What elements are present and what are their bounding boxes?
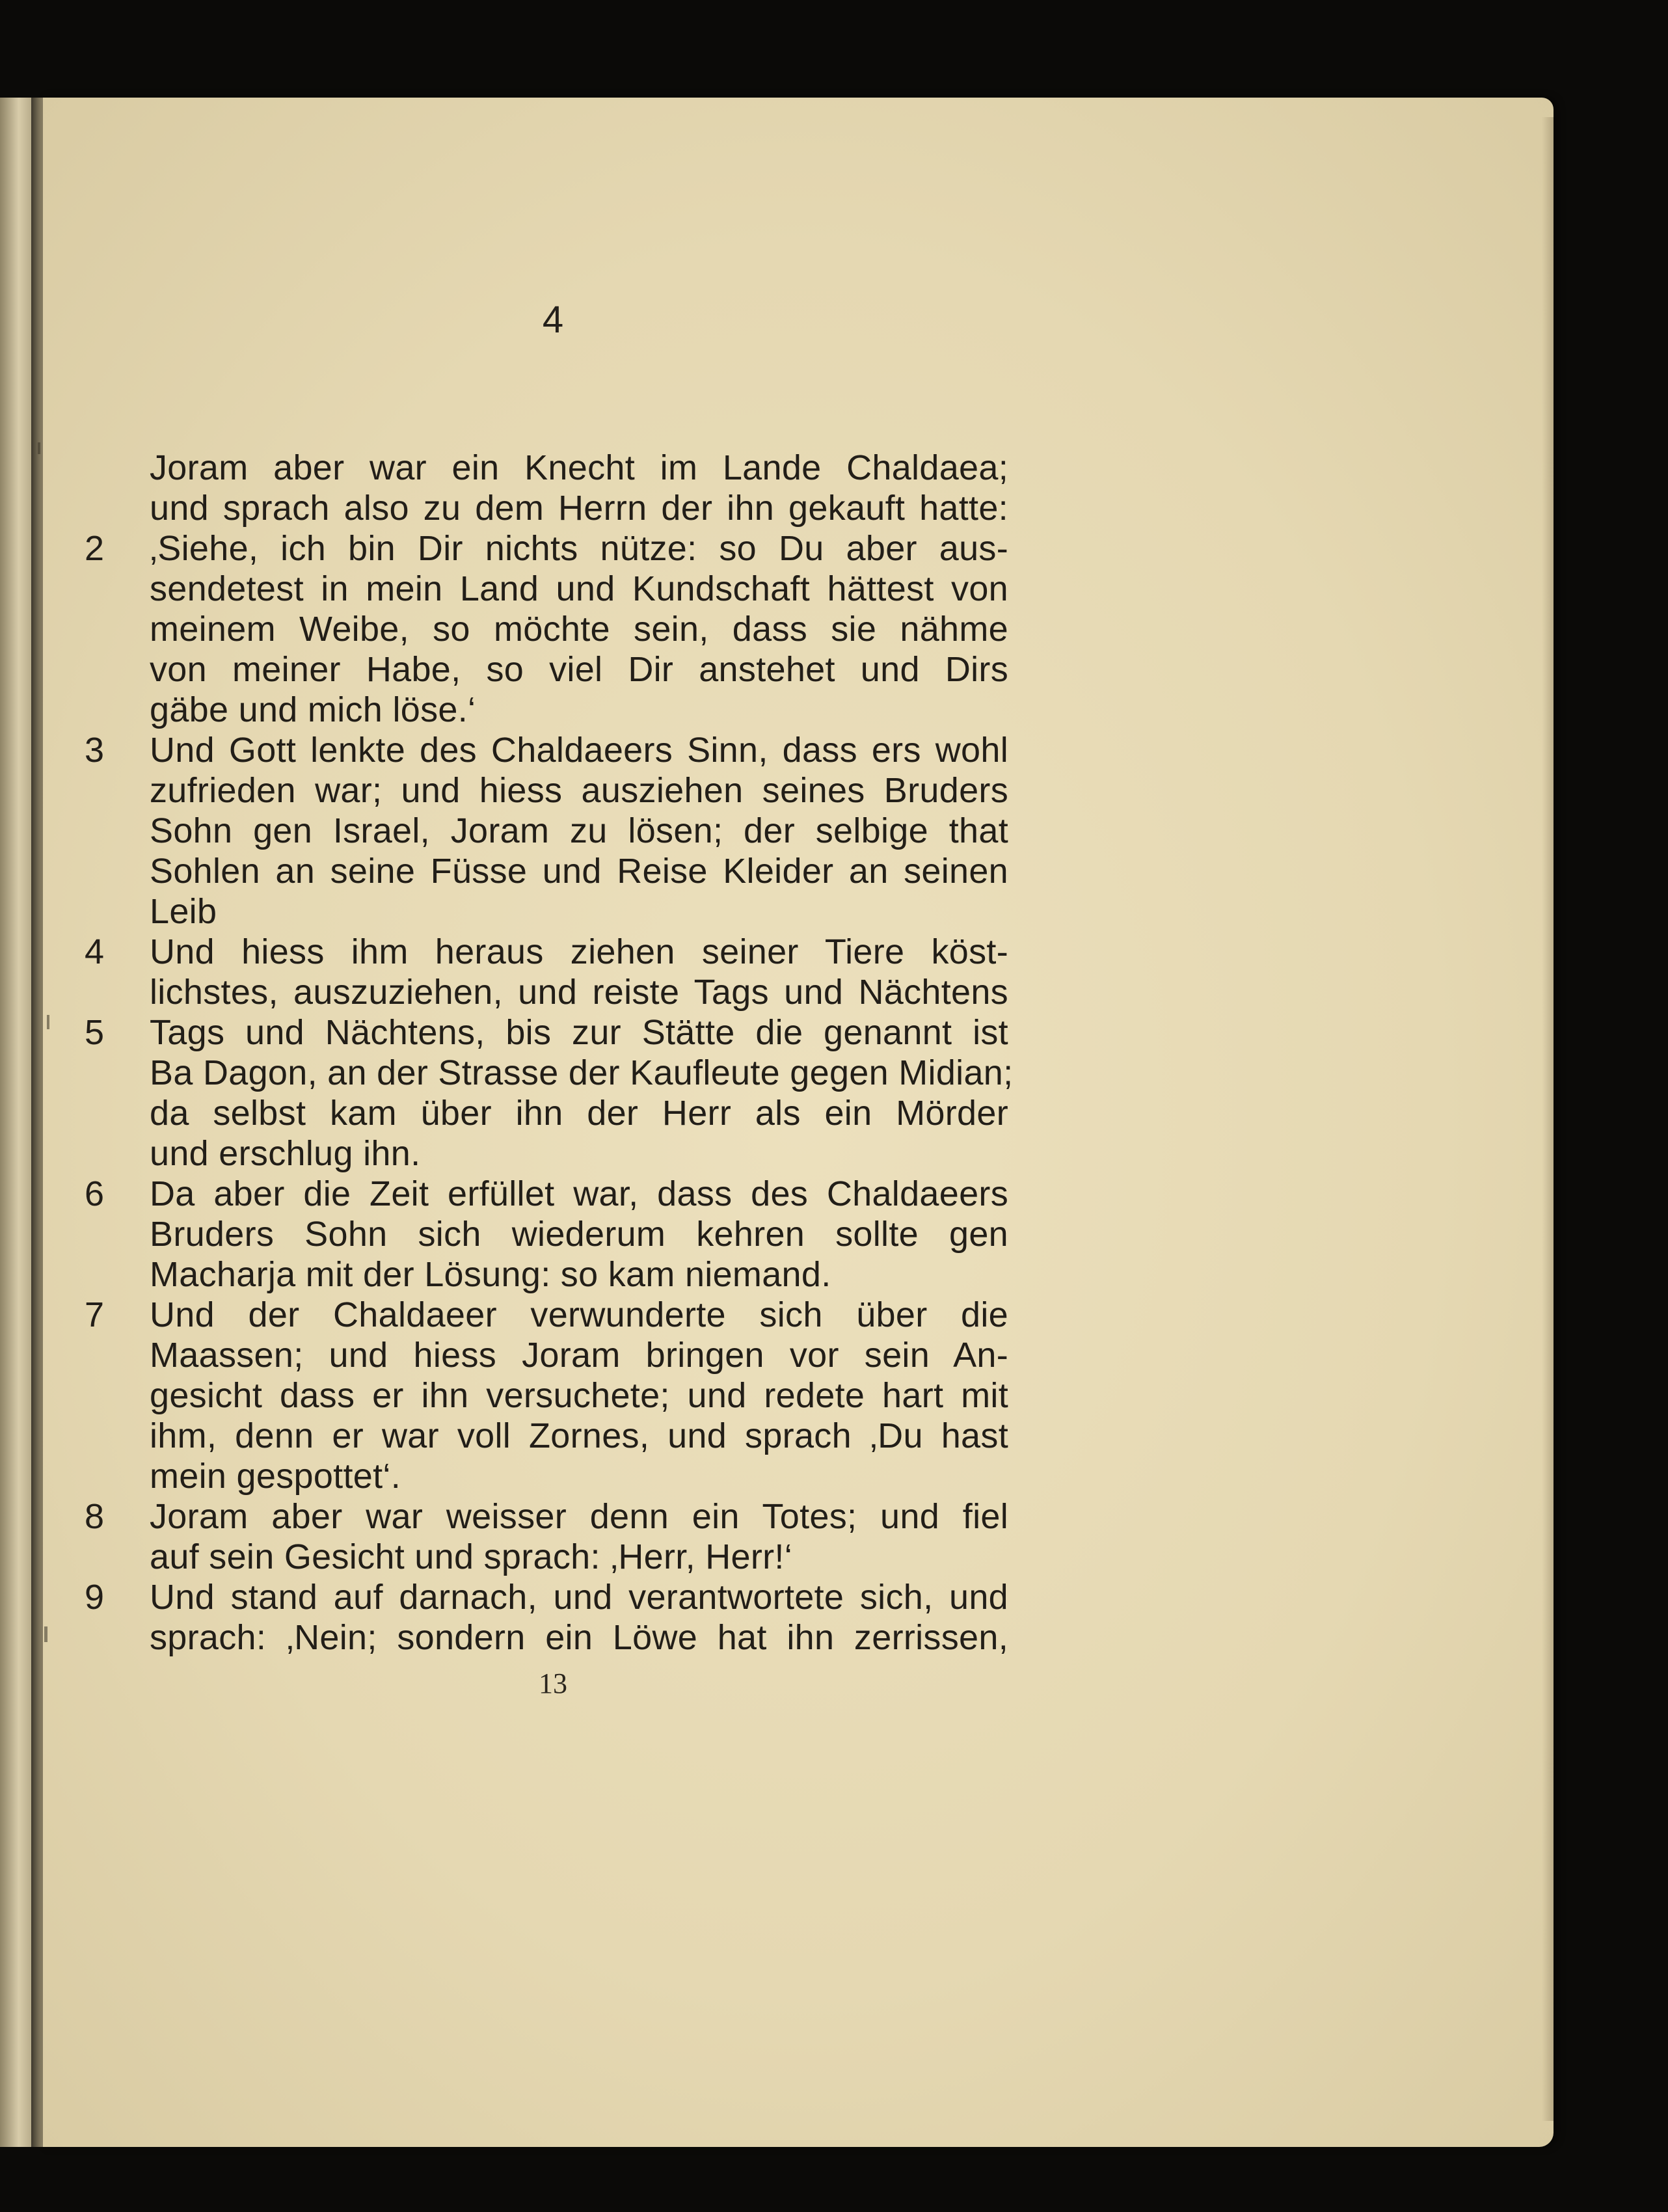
text-line	[85, 1012, 1008, 1053]
line-text: Joram aber war weisser denn ein Totes; und fiel	[150, 1497, 1008, 1536]
line-text: sendetest in mein Land und Kundschaft hättest von	[150, 569, 1008, 608]
text-line	[85, 649, 1008, 690]
verse-number: 9	[85, 1578, 105, 1617]
text-line	[85, 891, 1008, 932]
verse-number: 8	[85, 1497, 105, 1536]
text-line	[85, 972, 1008, 1012]
page-edge-shadow	[1542, 117, 1554, 2121]
line-text: Macharja mit der Lösung: so kam niemand.	[150, 1255, 831, 1294]
line-text: Joram aber war ein Knecht im Lande Chaldaea;	[150, 448, 1008, 487]
text-line	[85, 1456, 1008, 1496]
text-line	[85, 1053, 1014, 1093]
line-text: Ba Dagon, an der Strasse der Kaufleute gegen Midian;	[150, 1053, 1014, 1092]
text-line	[85, 1174, 1008, 1214]
text-line	[85, 1335, 1008, 1375]
line-text: Bruders Sohn sich wiederum kehren sollte gen	[150, 1215, 1008, 1254]
line-text: Und hiess ihm heraus ziehen seiner Tiere köst-	[150, 932, 1008, 971]
line-text: lichstes, auszuziehen, und reiste Tags und Nächtens	[150, 973, 1008, 1012]
line-text: Tags und Nächtens, bis zur Stätte die genannt ist	[150, 1013, 1008, 1052]
text-line	[85, 1496, 1008, 1537]
line-text: ‚Siehe, ich bin Dir nichts nütze: so Du aber aus-	[150, 529, 1008, 568]
header-page-number: 4	[542, 299, 564, 341]
text-line	[85, 448, 1008, 488]
text-line	[85, 1214, 1008, 1254]
verse-number: 3	[85, 731, 105, 770]
text-line	[85, 1416, 1008, 1456]
text-line	[85, 609, 1008, 649]
text-line	[85, 811, 1008, 851]
line-text: Maassen; und hiess Joram bringen vor sein An-	[150, 1336, 1008, 1375]
line-text: zufrieden war; und hiess ausziehen seines Bruders	[150, 771, 1008, 810]
verse-number: 6	[85, 1174, 105, 1213]
line-text: Und stand auf darnach, und verantwortete sich, und	[150, 1578, 1008, 1617]
margin-mark	[38, 442, 40, 454]
text-line	[85, 1617, 1008, 1658]
text-line	[85, 528, 1008, 569]
line-text: Und der Chaldaeer verwunderte sich über die	[150, 1295, 1008, 1334]
text-line	[85, 1254, 1008, 1295]
line-text: Leib	[150, 892, 217, 931]
line-text: Sohlen an seine Füsse und Reise Kleider an seinen	[150, 852, 1008, 891]
line-text: ihm, denn er war voll Zornes, und sprach ‚Du hast	[150, 1416, 1008, 1455]
line-text: gäbe und mich löse.‘	[150, 690, 476, 729]
line-text: auf sein Gesicht und sprach: ‚Herr, Herr!‘	[150, 1537, 793, 1576]
text-block	[85, 448, 1014, 1658]
text-line	[85, 1093, 1008, 1133]
text-line	[85, 932, 1008, 972]
line-text: mein gespottet‘.	[150, 1457, 401, 1496]
text-line	[85, 730, 1008, 770]
text-line	[85, 1375, 1008, 1416]
facing-page-edge	[0, 98, 31, 2147]
line-text: Sohn gen Israel, Joram zu lösen; der selbige that	[150, 811, 1008, 850]
line-text: sprach: ‚Nein; sondern ein Löwe hat ihn zerrissen,	[150, 1618, 1008, 1657]
text-line	[85, 488, 1008, 528]
verse-number: 4	[85, 932, 105, 971]
text-line	[85, 851, 1008, 891]
line-text: Da aber die Zeit erfüllet war, dass des Chaldaeers	[150, 1174, 1008, 1213]
text-line	[85, 1295, 1008, 1335]
text-line	[85, 569, 1008, 609]
line-text: von meiner Habe, so viel Dir anstehet und Dirs	[150, 650, 1008, 689]
line-text: und erschlug ihn.	[150, 1134, 421, 1173]
margin-mark	[47, 1015, 49, 1029]
line-text: Und Gott lenkte des Chaldaeers Sinn, dass ers wohl	[150, 731, 1008, 770]
text-line	[85, 690, 1008, 730]
verse-number: 2	[85, 529, 105, 568]
line-text: da selbst kam über ihn der Herr als ein Mörder	[150, 1094, 1008, 1133]
margin-mark	[44, 1626, 47, 1642]
text-line	[85, 770, 1008, 811]
verse-number: 7	[85, 1295, 105, 1334]
text-line	[85, 1537, 1008, 1577]
line-text: gesicht dass er ihn versuchete; und redete hart mit	[150, 1376, 1008, 1415]
line-text: meinem Weibe, so möchte sein, dass sie nähme	[150, 610, 1008, 649]
verse-number: 5	[85, 1013, 105, 1052]
footer-page-number: 13	[539, 1667, 567, 1699]
line-text: und sprach also zu dem Herrn der ihn gekauft hatte:	[150, 489, 1008, 528]
text-line	[85, 1133, 1008, 1174]
text-line	[85, 1577, 1008, 1617]
